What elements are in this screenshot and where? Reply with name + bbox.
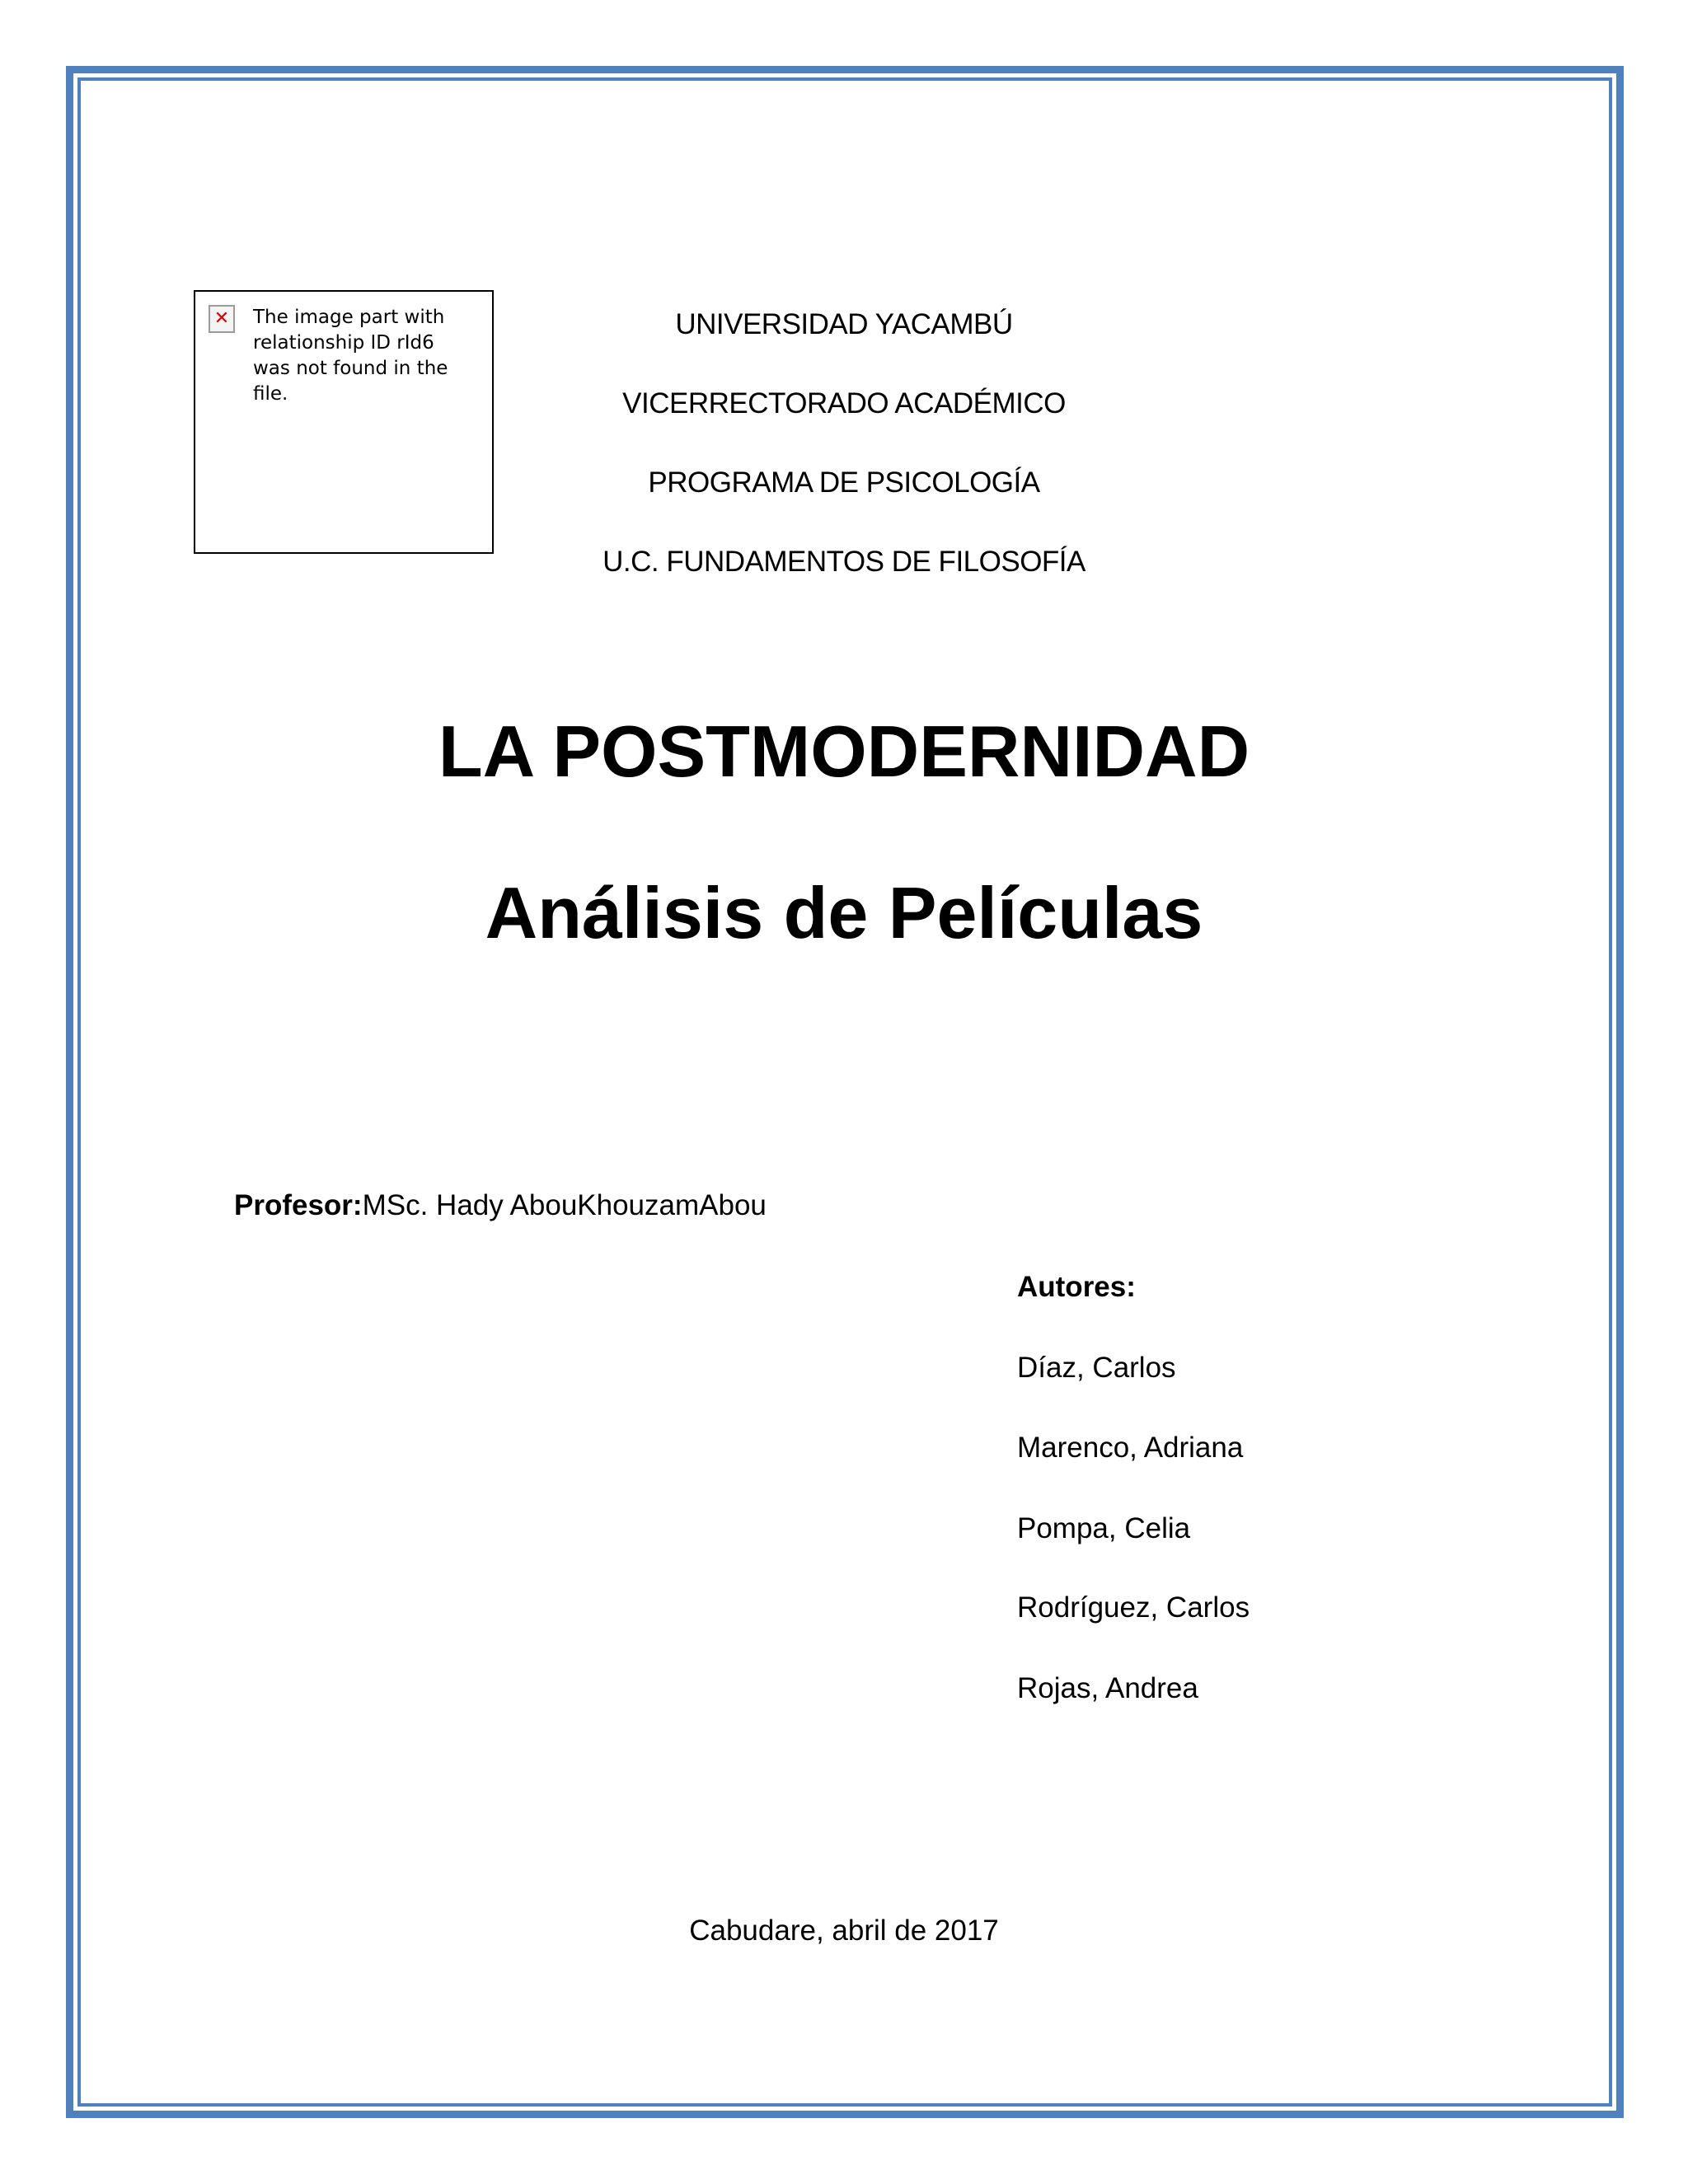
author-name: Rojas, Andrea [1017, 1672, 1198, 1704]
author-name: Rodríguez, Carlos [1017, 1591, 1250, 1624]
place-and-date: Cabudare, abril de 2017 [689, 1915, 999, 1947]
missing-image-message: The image part with relationship ID rId6 was not found in the file. [253, 307, 448, 405]
author-name: Pompa, Celia [1017, 1512, 1191, 1544]
broken-image-icon: ✕ [209, 305, 235, 333]
profesor-name: MSc. Hady AbouKhouzamAbou [362, 1189, 767, 1221]
author-name: Marenco, Adriana [1017, 1432, 1244, 1464]
programa: PROGRAMA DE PSICOLOGÍA [648, 466, 1040, 499]
document-subtitle: Análisis de Películas [485, 872, 1203, 954]
unidad-curricular: U.C. FUNDAMENTOS DE FILOSOFÍA [603, 546, 1085, 578]
autores-label: Autores: [1017, 1271, 1136, 1303]
author-name: Díaz, Carlos [1017, 1352, 1176, 1384]
university-name: UNIVERSIDAD YACAMBÚ [675, 308, 1013, 340]
document-title: LA POSTMODERNIDAD [438, 710, 1250, 792]
vicerrectorado: VICERRECTORADO ACADÉMICO [622, 387, 1066, 419]
profesor-label: Profesor: [234, 1189, 363, 1221]
profesor-line [234, 1188, 767, 1224]
